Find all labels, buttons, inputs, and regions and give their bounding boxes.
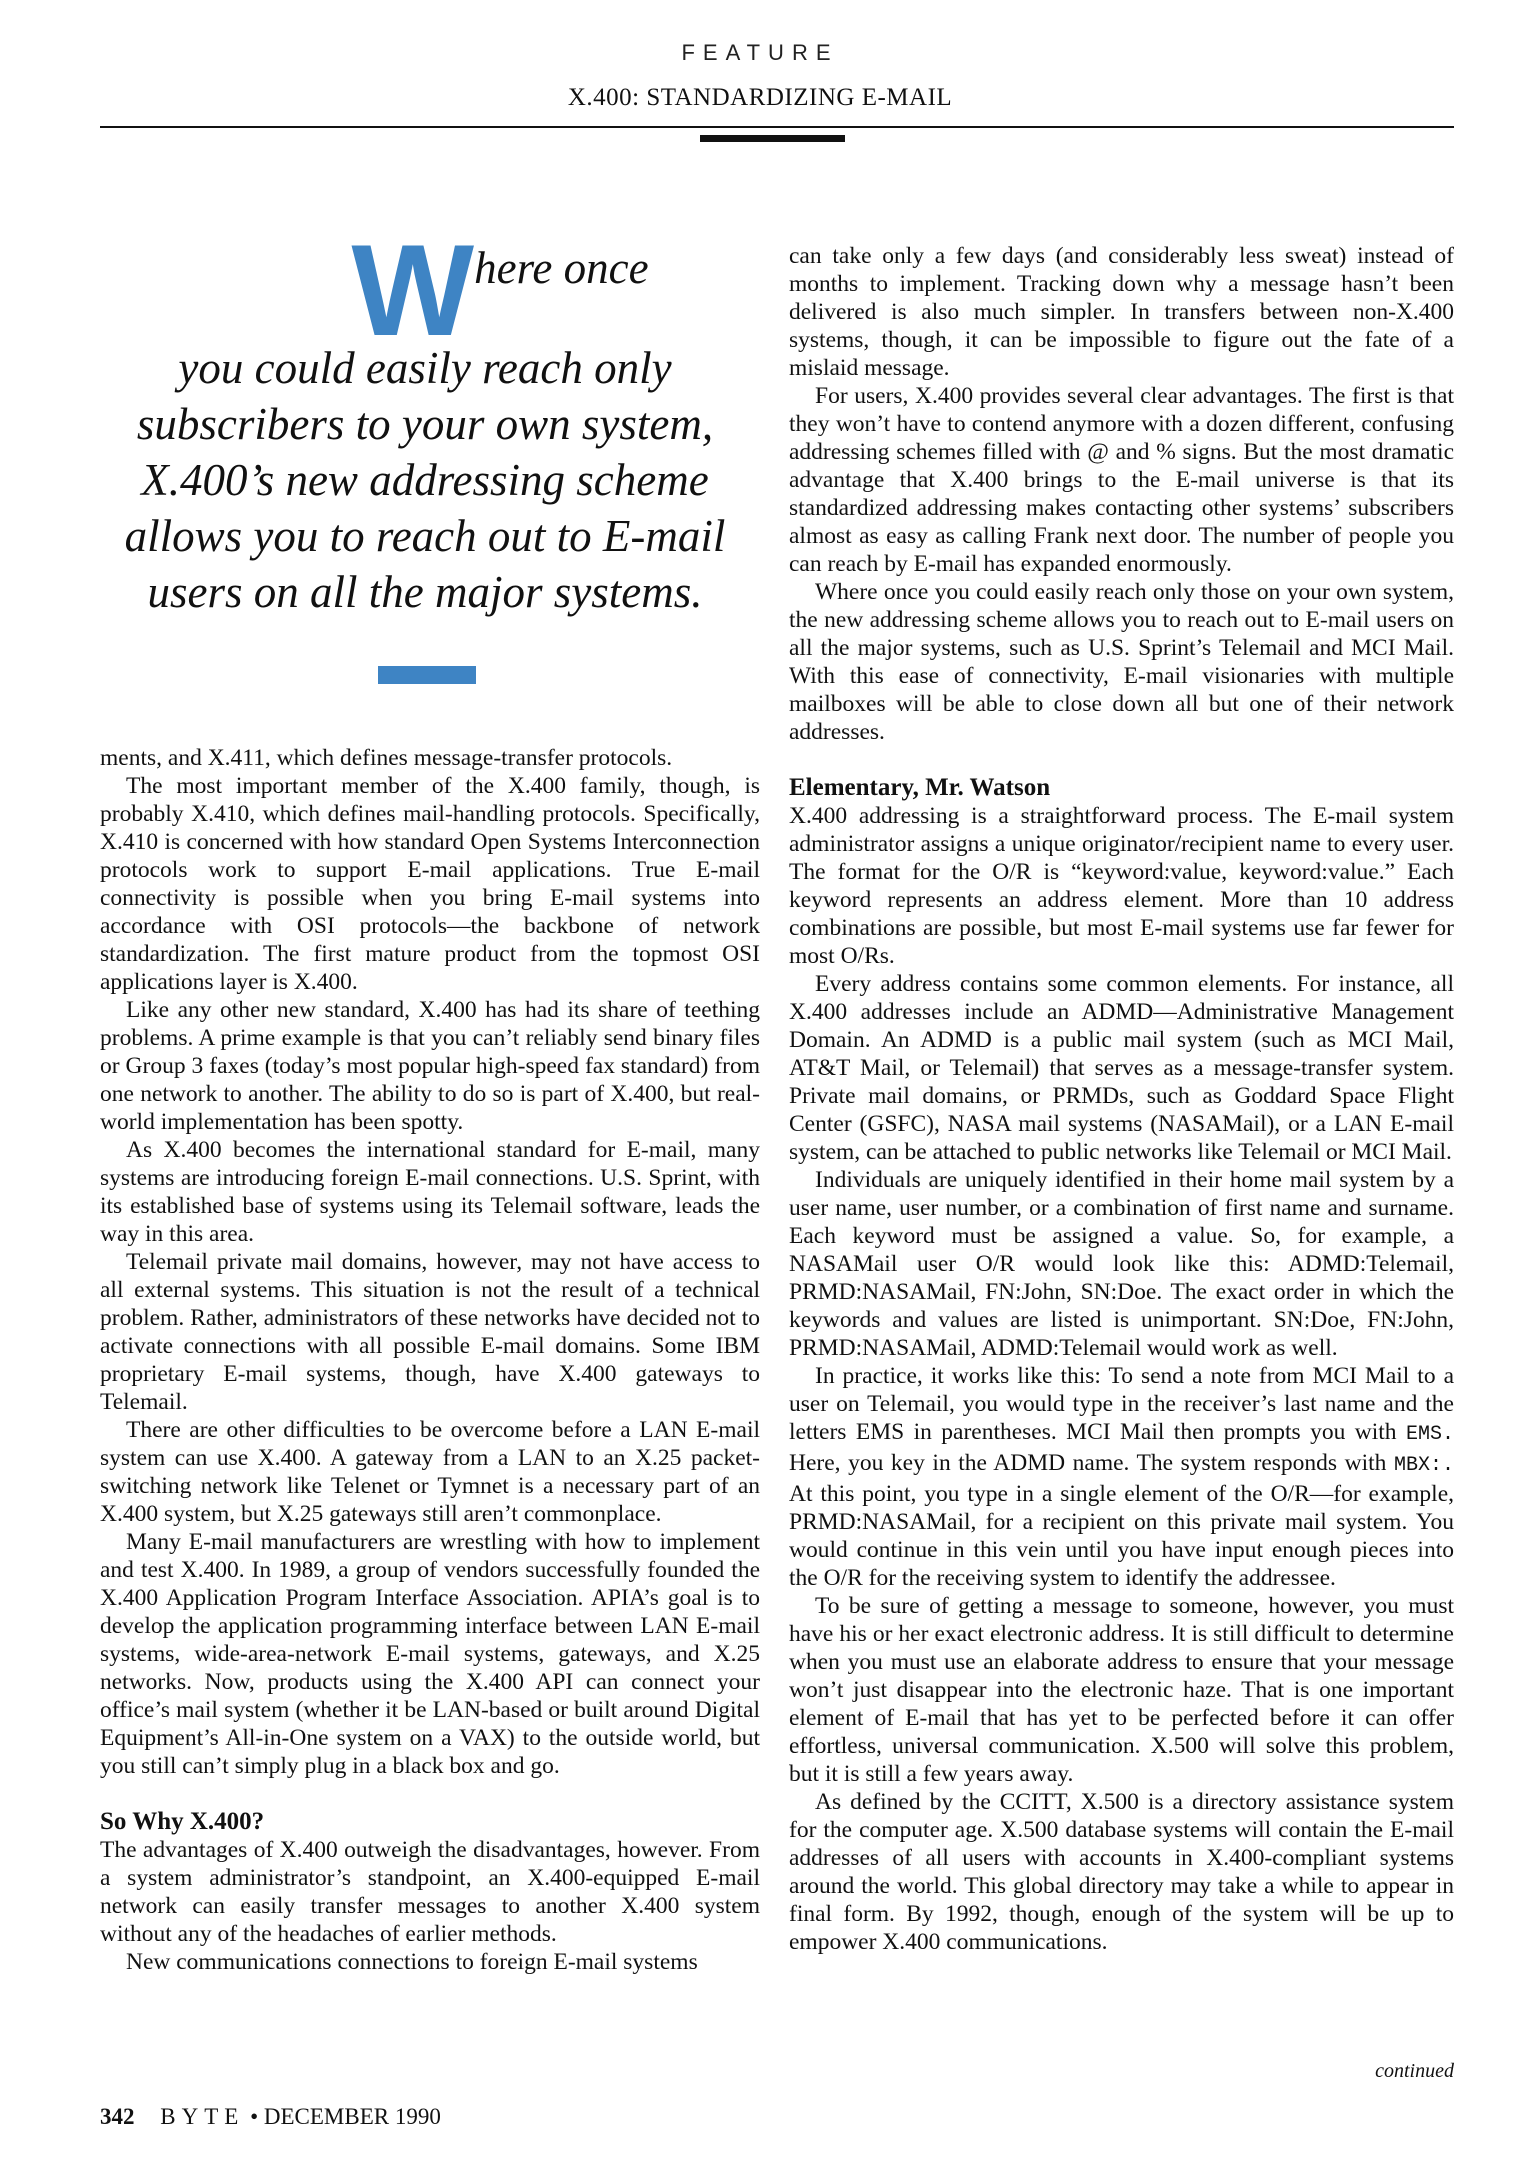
issue-date: DECEMBER 1990 xyxy=(263,2104,441,2129)
pull-quote-line xyxy=(100,217,750,363)
paragraph-text: At this point, you type in a single element of the O/R—for example, PRMD:NASAMail, for a recipient on this private mail system. You would continue in this vein until you have input enough pieces into the O/R for the receiving system to identify the addressee. xyxy=(789,1481,1454,1591)
paragraph: For users, X.400 provides several clear advantages. The first is that they won’t have to contend anymore with a dozen different, confusing addressing schemes filled with @ and % signs. But the most dramatic advantage that X.400 brings to the E-mail universe is that its standardized addressing makes contacting other systems’ subscribers almost as easy as calling Frank next door. The number of people you can reach by E-mail has expanded enormously. xyxy=(789,383,1454,577)
paragraph: New communications connections to foreign E-mail systems xyxy=(126,1949,698,1975)
pull-quote-end-bar xyxy=(378,666,476,684)
pull-quote-line: allows you to reach out to E-mail xyxy=(124,511,726,561)
paragraph: Telemail private mail domains, however, may not have access to all external systems. This situation is not the result of a technical problem. Rather, administrators of these networks have decided not to activate connections with all possible E-mail domains. Some IBM proprietary E-mail systems, though, have X.400 gateways to Telemail. xyxy=(100,1249,760,1415)
magazine-name: BYTE xyxy=(160,2104,245,2129)
drop-cap: W xyxy=(351,217,475,363)
paragraph: As defined by the CCITT, X.500 is a directory assistance system for the computer age. X.500 database systems will contain the E-mail addresses of all users with accounts in X.400-compliant systems around the world. This global directory may take a while to appear in final form. By 1992, though, enough of the system will be up to empower X.400 communications. xyxy=(789,1789,1454,1955)
paragraph xyxy=(789,1362,1454,1592)
continued-note: continued xyxy=(1375,2060,1454,2082)
pull-quote xyxy=(100,217,750,620)
paragraph: There are other difficulties to be overcome before a LAN E-mail system can use X.400. A gateway from a LAN to an X.25 packet-switching network like Telenet or Tymnet is a necessary part of an X.400 system, but X.25 gateways still aren’t commonplace. xyxy=(100,1417,760,1527)
section-spacer xyxy=(789,746,1454,774)
page-number: 342 xyxy=(100,2104,135,2129)
paragraph-text: In practice, it works like this: To send a note from MCI Mail to a user on Telemail, you would type in the receiver’s last name and the letters EMS in parentheses. MCI Mail then prompts you with xyxy=(789,1363,1454,1445)
article-running-title: X.400: STANDARDIZING E-MAIL xyxy=(567,84,953,111)
code-prompt: MBX:. xyxy=(1393,1454,1454,1477)
paragraph: can take only a few days (and considerably less sweat) instead of months to implement. Tracking down why a message hasn’t been delivered is also much simpler. In transfers between non-X.400 systems, though, it can be impossible to figure out the fate of a mislaid message. xyxy=(789,243,1454,381)
header-accent-bar xyxy=(700,135,845,142)
section-spacer xyxy=(100,1780,760,1808)
footer-separator: • xyxy=(250,2104,259,2129)
code-prompt: EMS. xyxy=(1405,1423,1454,1446)
paragraph: Individuals are uniquely identified in their home mail system by a user name, user number, or a combination of first name and surname. Each keyword must be assigned a value. So, for example, a NASAMail user O/R would look like this: ADMD:Telemail, PRMD:NASAMail, FN:John, SN:Doe. The exact order in which the keywords and values are listed is unimportant. SN:Doe, FN:John, PRMD:NASAMail, ADMD:Telemail would work as well. xyxy=(789,1167,1454,1361)
pull-quote-text: here once xyxy=(474,243,649,293)
paragraph: Every address contains some common elements. For instance, all X.400 addresses include an ADMD—Administrative Management Domain. An ADMD is a public mail system (such as MCI Mail, AT&T Mail, or Telemail) that serves as a message-transfer system. Private mail domains, or PRMDs, such as Goddard Space Flight Center (GSFC), NASA mail systems (NASAMail), or a LAN E-mail system, can be attached to public networks like Telemail or MCI Mail. xyxy=(789,971,1454,1165)
paragraph: X.400 addressing is a straightforward process. The E-mail system administrator assigns a unique originator/recipient name to every user. The format for the O/R is “keyword:value, keyword:value.” Each keyword represents an address element. More than 10 address combinations are possible, but most E-mail systems use far fewer for most O/Rs. xyxy=(789,803,1454,969)
page-footer xyxy=(100,2104,441,2130)
pull-quote-line: subscribers to your own system, xyxy=(136,399,714,449)
section-heading: Elementary, Mr. Watson xyxy=(789,774,1051,801)
section-kicker: FEATURE xyxy=(681,40,839,65)
paragraph: The most important member of the X.400 family, though, is probably X.410, which defines mail-handling protocols. Specifically, X.410 is concerned with how standard Open Systems Interconnection protocols work to support E-mail applications. True E-mail connectivity is possible when you bring E-mail systems into accordance with OSI protocols—the backbone of network standardization. The first mature product from the topmost OSI applications layer is X.400. xyxy=(100,773,760,995)
pull-quote-line: users on all the major systems. xyxy=(147,567,703,617)
pull-quote-line: X.400’s new addressing scheme xyxy=(141,455,709,505)
paragraph: The advantages of X.400 outweigh the disadvantages, however. From a system administrator’s standpoint, an X.400-equipped E-mail network can easily transfer messages to another X.400 system without any of the headaches of earlier methods. xyxy=(100,1837,760,1947)
pull-quote-line: you could easily reach only xyxy=(178,343,672,393)
paragraph: Where once you could easily reach only those on your own system, the new addressing scheme allows you to reach out to E-mail users on all the major systems, such as U.S. Sprint’s Telemail and MCI Mail. With this ease of connectivity, E-mail visionaries with multiple mailboxes will be able to close down all but one of their network addresses. xyxy=(789,579,1454,745)
section-heading: So Why X.400? xyxy=(100,1808,265,1835)
paragraph: To be sure of getting a message to someone, however, you must have his or her exact electronic address. It is still difficult to determine when you must use an elaborate address to ensure that your message won’t just disappear into the electronic haze. That is one important element of E-mail that has yet to be perfected before it can offer effortless, universal communication. X.500 will solve this problem, but it is still a few years away. xyxy=(789,1593,1454,1787)
paragraph: Like any other new standard, X.400 has had its share of teething problems. A prime example is that you can’t reliably send binary files or Group 3 faxes (today’s most popular high-speed fax standard) from one network to another. The ability to do so is part of X.400, but real-world implementation has been spotty. xyxy=(100,997,760,1135)
paragraph: As X.400 becomes the international standard for E-mail, many systems are introducing foreign E-mail connections. U.S. Sprint, with its established base of systems using its Telemail software, leads the way in this area. xyxy=(100,1137,760,1247)
paragraph: Many E-mail manufacturers are wrestling with how to implement and test X.400. In 1989, a group of vendors successfully founded the X.400 Application Program Interface Association. APIA’s goal is to develop the application programming interface between LAN E-mail systems, wide-area-network E-mail systems, gateways, and X.25 networks. Now, products using the X.400 API can connect your office’s mail system (whether it be LAN-based or built around Digital Equipment’s All-in-One system on a VAX) to the outside world, but you still can’t simply plug in a black box and go. xyxy=(100,1529,760,1779)
paragraph-text: Here, you key in the ADMD name. The system responds with xyxy=(789,1450,1387,1476)
right-text-column xyxy=(789,242,1454,1956)
paragraph: ments, and X.411, which defines message-transfer protocols. xyxy=(100,745,673,771)
header-rule xyxy=(100,126,1454,128)
left-text-column xyxy=(100,744,760,1976)
